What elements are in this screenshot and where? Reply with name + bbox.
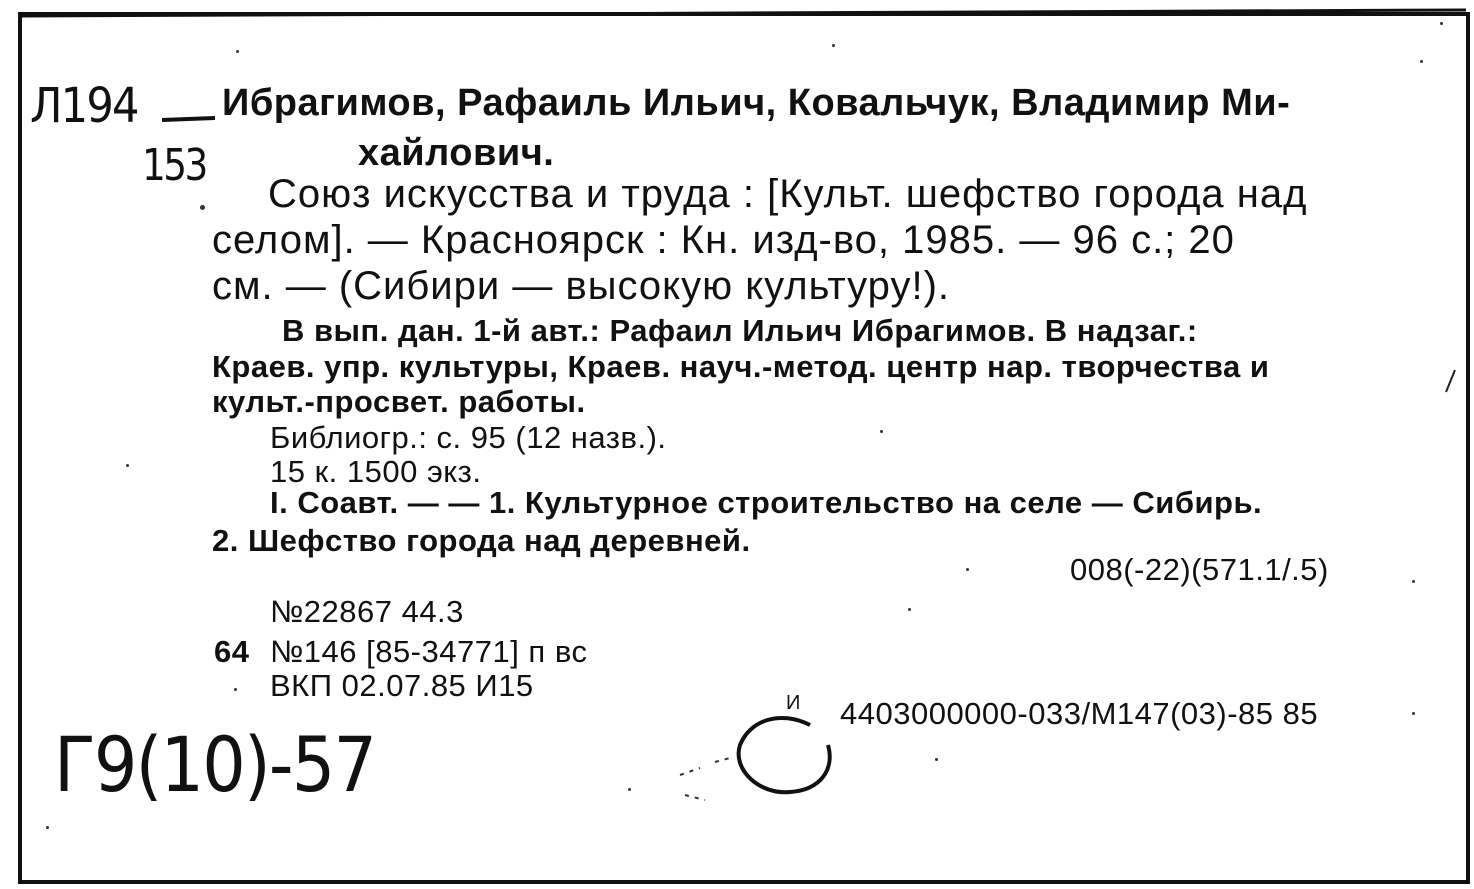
- vkp-code: ВКП 02.07.85 И15: [270, 668, 534, 703]
- udc-code: 008(-22)(571.1/.5): [1070, 552, 1329, 587]
- call-number-handwritten: Л194: [30, 78, 138, 134]
- speck: [935, 758, 938, 761]
- speck: [880, 430, 883, 433]
- author-line-2: хайлович.: [358, 132, 555, 174]
- price-print-run: 15 к. 1500 экз.: [270, 454, 482, 489]
- speck: [908, 608, 911, 611]
- bullet-dot: [200, 205, 205, 210]
- speck: [236, 50, 239, 53]
- index-prefix: И: [786, 692, 801, 714]
- dash-mark: [160, 100, 220, 130]
- shelf-mark-handwritten: Г9(10)-57: [54, 720, 376, 809]
- note-line-3: культ.-просвет. работы.: [212, 384, 586, 419]
- order-prefix: 64: [214, 634, 250, 669]
- author-line-1: Ибрагимов, Рафаиль Ильич, Ковальчук, Владимир Ми-: [222, 82, 1291, 124]
- title-line-3: см. — (Сибири — высокую культуру!).: [212, 264, 951, 308]
- speck: [46, 826, 49, 829]
- title-line-2: селом]. — Красноярск : Кн. изд-во, 1985. — 96 с.; 20: [212, 218, 1235, 262]
- bibliography-note: Библиогр.: с. 95 (12 назв.).: [270, 420, 667, 455]
- circle-stamp-mark: [660, 700, 850, 820]
- speck: [966, 568, 969, 571]
- speck: [628, 788, 631, 791]
- order-number: №146 [85-34771] п вс: [270, 634, 588, 669]
- speck: [1440, 22, 1443, 25]
- speck: [1412, 580, 1415, 583]
- speck: [1420, 60, 1423, 63]
- note-line-2: Краев. упр. культуры, Краев. науч.-метод. центр нар. творчества и: [212, 349, 1270, 384]
- title-line-1: Союз искусства и труда : [Культ. шефство города над: [268, 172, 1308, 216]
- subjects-line-1: I. Соавт. — — 1. Культурное строительство на селе — Сибирь.: [270, 485, 1263, 520]
- speck: [234, 688, 237, 691]
- index-code: 4403000000-033/М147(03)-85 85: [840, 696, 1319, 731]
- speck: [126, 464, 129, 467]
- call-number-sub-handwritten: 153: [142, 140, 206, 191]
- registration-number: №22867 44.3: [270, 594, 464, 629]
- subjects-line-2: 2. Шефство города над деревней.: [212, 523, 751, 558]
- speck: [1412, 712, 1415, 715]
- speck: [832, 44, 835, 47]
- note-line-1: В вып. дан. 1-й авт.: Рафаил Ильич Ибрагимов. В надзаг.:: [282, 313, 1198, 348]
